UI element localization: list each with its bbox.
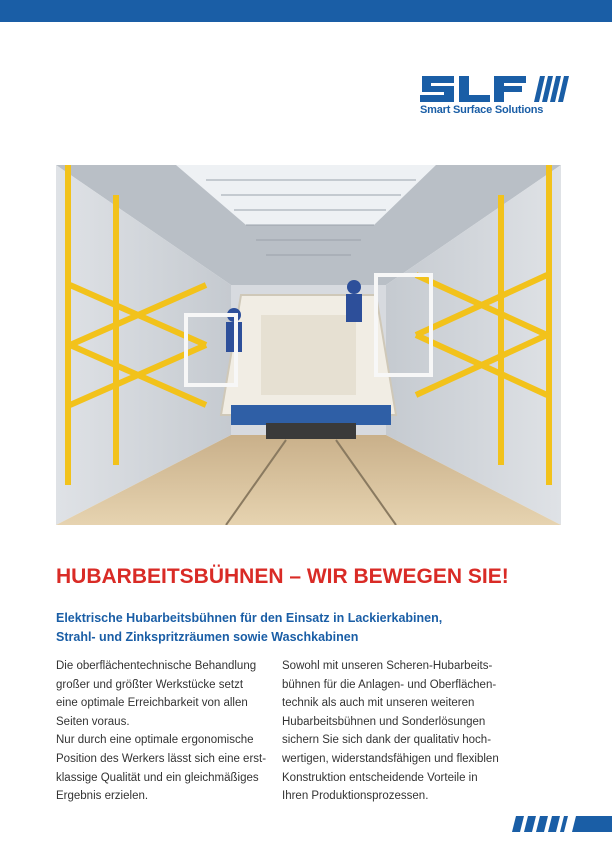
body-line: Die oberflächentechnische Behandlung: [56, 660, 257, 672]
subheadline-line: Strahl- und Zinkspritzräumen sowie Waschkabinen: [56, 630, 359, 644]
body-line: sichern Sie sich dank der qualitativ hoch-: [282, 734, 492, 747]
body-line: bühnen für die Anlagen- und Oberflächen-: [282, 678, 497, 691]
subheadline: [56, 609, 556, 647]
logo-tagline: Smart Surface Solutions: [420, 104, 544, 116]
body-column-right: [282, 657, 512, 806]
subheadline-line: Elektrische Hubarbeitsbühnen für den Einsatz in Lackierkabinen,: [56, 611, 443, 625]
body-line: Seiten voraus.: [56, 715, 130, 728]
top-color-bar: [0, 0, 612, 22]
body-column-left: [56, 657, 286, 806]
body-line: Ergebnis erzielen.: [56, 790, 149, 803]
body-line: technik als auch mit unseren weiteren: [282, 697, 475, 710]
body-line: Konstruktion entscheidende Vorteile in: [282, 771, 478, 784]
body-line: Hubarbeitsbühnen und Sonderlösungen: [282, 715, 486, 728]
body-line: Nur durch eine optimale ergonomische: [56, 734, 254, 747]
hero-image: [56, 165, 561, 525]
page-headline: HUBARBEITSBÜHNEN – WIR BEWEGEN SIE!: [56, 565, 509, 588]
body-line: großer und größter Werkstücke setzt: [56, 678, 244, 691]
bottom-stripes-decoration: [512, 816, 612, 832]
slf-logo: [420, 74, 570, 124]
hero-photo: [56, 165, 561, 525]
body-line: wertigen, widerstandsfähigen und flexiblen: [282, 752, 499, 765]
body-line: Ihren Produktionsprozessen.: [282, 790, 429, 803]
body-line: Position des Werkers lässt sich eine erst-: [56, 752, 267, 765]
body-line: eine optimale Erreichbarkeit von allen: [56, 697, 248, 710]
slf-logo-mark: [420, 74, 570, 104]
body-line: Sowohl mit unseren Scheren-Hubarbeits-: [282, 660, 493, 672]
body-line: klassige Qualität und ein gleichmäßiges: [56, 771, 259, 784]
